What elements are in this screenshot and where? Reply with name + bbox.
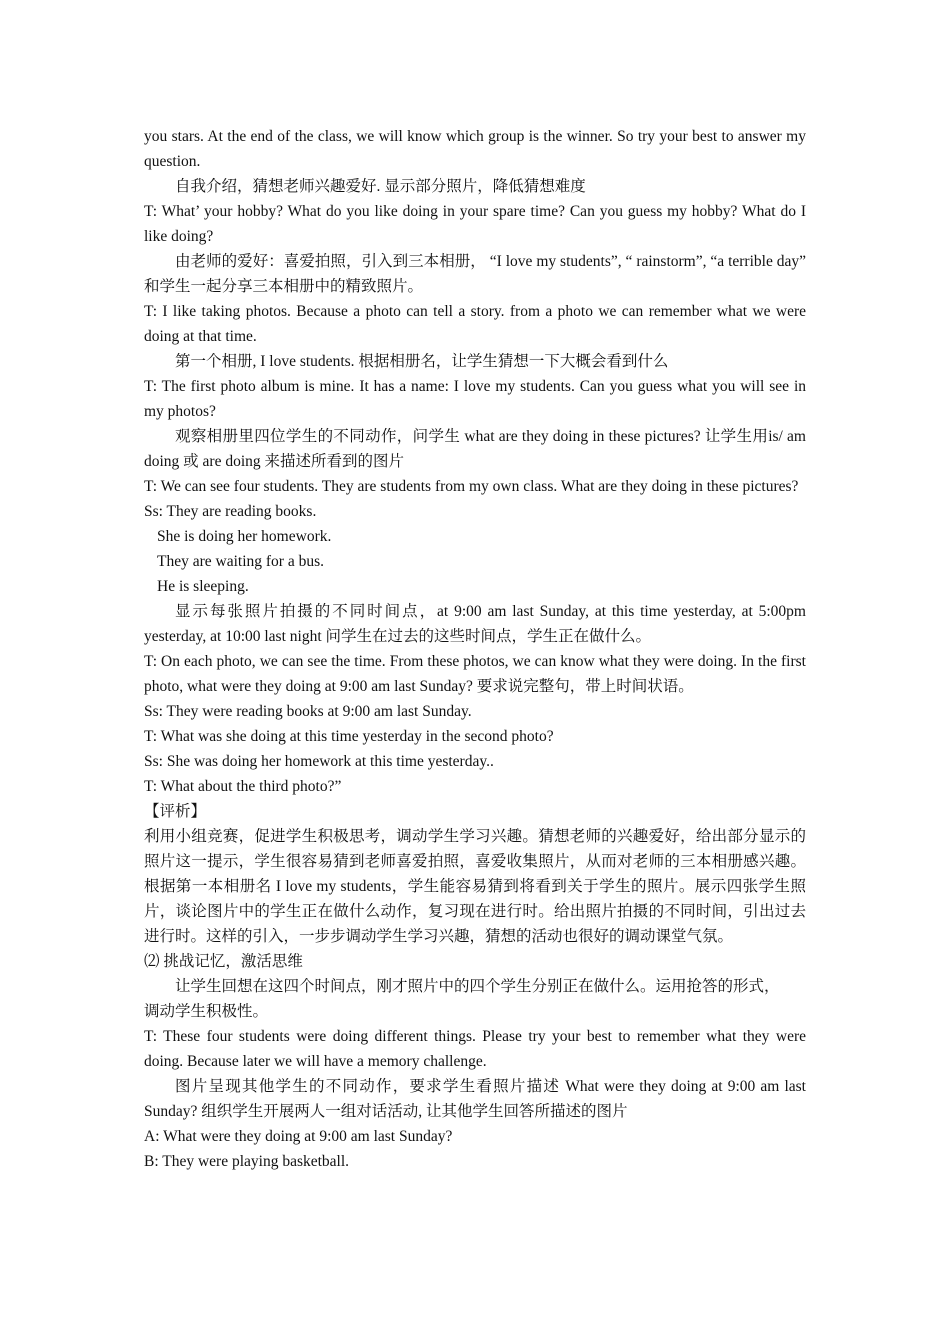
paragraph: 调动学生积极性。 xyxy=(144,1003,269,1020)
paragraph: 自我介绍，猜想老师兴趣爱好. 显示部分照片，降低猜想难度 xyxy=(175,178,586,195)
paragraph: 观察相册里四位学生的不同动作，问学生 what are they doing in these pictures? 让学生用is/ am doing 或 are doing 来描述所看到的图片 xyxy=(144,428,806,470)
document-page xyxy=(144,124,806,1174)
paragraph: T: The first photo album is mine. It has a name: I love my students. Can you guess what you will see in my photos? xyxy=(144,378,806,420)
paragraph: 显示每张照片拍摄的不同时间点，at 9:00 am last Sunday, at this time yesterday, at 5:00pm yesterday, at 10:00 last night 问学生在过去的这些时间点，学生正在做什么。 xyxy=(144,603,806,645)
dialogue-line: They are waiting for a bus. xyxy=(157,553,324,570)
dialogue-line: Ss: They were reading books at 9:00 am last Sunday. xyxy=(144,703,472,720)
paragraph: you stars. At the end of the class, we will know which group is the winner. So try your best to answer my question. xyxy=(144,128,806,170)
dialogue-line: B: They were playing basketball. xyxy=(144,1153,350,1170)
dialogue-line: He is sleeping. xyxy=(157,578,249,595)
dialogue-line: T: What was she doing at this time yesterday in the second photo? xyxy=(144,728,554,745)
paragraph: T: I like taking photos. Because a photo can tell a story. from a photo we can remember what we were doing at that time. xyxy=(144,303,806,345)
dialogue-line: T: What about the third photo?” xyxy=(144,778,342,795)
paragraph: T: On each photo, we can see the time. From these photos, we can know what they were doing. In the first photo, what were they doing at 9:00 am last Sunday? 要求说完整句，带上时间状语。 xyxy=(144,653,806,695)
section-heading: 【评析】 xyxy=(144,803,207,820)
dialogue-line: A: What were they doing at 9:00 am last Sunday? xyxy=(144,1128,453,1145)
paragraph: 第一个相册, I love students. 根据相册名，让学生猜想一下大概会看到什么 xyxy=(175,353,669,370)
commentary-paragraph: 利用小组竞赛，促进学生积极思考，调动学生学习兴趣。猜想老师的兴趣爱好，给出部分显示的照片这一提示，学生很容易猜到老师喜爱拍照，喜爱收集照片，从而对老师的三本相册感兴趣。根据第一本相册名 I love my students，学生能容易猜到将看到关于学生的照片。展示四张学生照片，谈论图片中的学生正在做什么动作，复习现在进行时。给出照片拍摄的不同时间，引出过去进行时。这样的引入，一步步调动学生学习兴趣，猜想的活动也很好的调动课堂气氛。 xyxy=(144,828,806,945)
paragraph: 由老师的爱好：喜爱拍照，引入到三本相册， “I love my students”, “ rainstorm”, “a terrible day” 和学生一起分享三本相册中的精致照片。 xyxy=(144,253,806,295)
section-heading: ⑵ 挑战记忆，激活思维 xyxy=(144,953,303,970)
paragraph: T: What’ your hobby? What do you like doing in your spare time? Can you guess my hobby? What do I like doing? xyxy=(144,203,806,245)
dialogue-line: Ss: She was doing her homework at this time yesterday.. xyxy=(144,753,494,770)
paragraph: 让学生回想在这四个时间点，刚才照片中的四个学生分别正在做什么。运用抢答的形式， xyxy=(175,978,780,995)
dialogue-line: Ss: They are reading books. xyxy=(144,503,317,520)
paragraph: 图片呈现其他学生的不同动作，要求学生看照片描述 What were they doing at 9:00 am last Sunday? 组织学生开展两人一组对话活动, 让其他学生回答所描述的图片 xyxy=(144,1078,806,1120)
paragraph: T: We can see four students. They are students from my own class. What are they doing in these pictures? xyxy=(144,478,799,495)
paragraph: T: These four students were doing different things. Please try your best to remember what they were doing. Because later we will have a memory challenge. xyxy=(144,1028,806,1070)
dialogue-line: She is doing her homework. xyxy=(157,528,332,545)
